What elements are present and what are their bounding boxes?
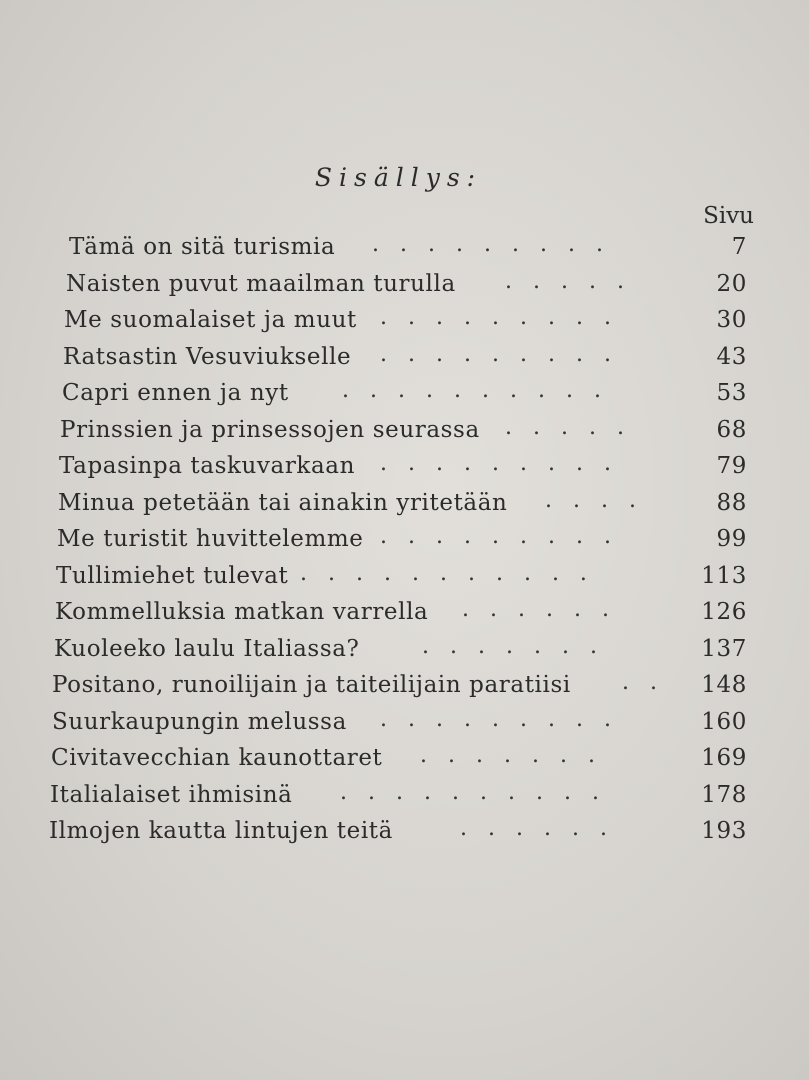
toc-entry (0, 303, 809, 340)
toc-entry (0, 632, 809, 669)
toc-entry-title: Prinssien ja prinsessojen seurassa (60, 416, 480, 443)
toc-entry-page: 7 (731, 234, 747, 260)
toc-entry-page: 160 (701, 708, 747, 735)
contents-heading: Sisällys: (314, 163, 483, 192)
dot-leader: ...... (460, 816, 628, 841)
toc-entry-title: Tullimiehet tulevat (56, 562, 289, 589)
dot-leader: ....... (422, 633, 618, 659)
toc-entry (0, 486, 809, 523)
toc-entry (0, 814, 809, 851)
toc-entry-page: 178 (701, 781, 747, 808)
toc-entry-page: 113 (701, 562, 747, 589)
toc-entry (0, 449, 809, 486)
toc-entry-title: Ratsastin Vesuviukselle (63, 343, 352, 370)
dot-leader: ..... (505, 268, 645, 294)
toc-entry-page: 43 (716, 343, 747, 370)
toc-entry-page: 193 (701, 818, 747, 844)
toc-entry (0, 230, 809, 267)
table-of-contents (0, 230, 809, 851)
dot-leader: ......... (380, 524, 632, 549)
toc-entry-page: 137 (701, 635, 747, 662)
toc-entry-title: Naisten puvut maailman turulla (66, 270, 456, 297)
toc-entry-title: Me suomalaiset ja muut (64, 307, 357, 333)
toc-entry-title: Ilmojen kautta lintujen teitä (49, 818, 393, 844)
toc-entry (0, 267, 809, 304)
dot-leader: ......... (380, 706, 632, 732)
toc-entry (0, 595, 809, 632)
toc-entry-page: 88 (716, 489, 747, 516)
page-column-label: Sivu (703, 203, 754, 229)
toc-entry-page: 30 (716, 307, 747, 333)
dot-leader: .... (545, 487, 657, 513)
toc-entry-title: Tapasinpa taskuvarkaan (59, 453, 356, 479)
toc-entry-title: Tämä on sitä turismia (69, 234, 336, 260)
dot-leader: ....... (420, 743, 616, 768)
toc-entry-title: Suurkaupungin melussa (52, 708, 347, 735)
toc-entry (0, 340, 809, 377)
toc-entry (0, 413, 809, 450)
dot-leader: .......... (342, 378, 622, 403)
toc-entry-title: Minua petetään tai ainakin yritetään (58, 489, 508, 516)
toc-entry-title: Civitavecchian kaunottaret (51, 745, 383, 771)
dot-leader: ........... (300, 560, 608, 586)
toc-entry (0, 741, 809, 778)
toc-entry-title: Capri ennen ja nyt (62, 380, 289, 406)
dot-leader: ......... (380, 341, 632, 367)
toc-entry-page: 148 (701, 672, 747, 698)
toc-entry (0, 376, 809, 413)
toc-entry-title: Kommelluksia matkan varrella (55, 599, 429, 625)
toc-entry-page: 126 (701, 599, 747, 625)
dot-leader: ...... (462, 597, 630, 622)
dot-leader: .. (622, 670, 678, 695)
toc-entry-title: Kuoleeko laulu Italiassa? (54, 635, 360, 662)
toc-entry (0, 705, 809, 742)
toc-entry-page: 99 (716, 526, 747, 552)
dot-leader: ......... (372, 232, 624, 257)
toc-entry-title: Me turistit huvittelemme (57, 526, 364, 552)
toc-entry-title: Positano, runoilijain ja taiteilijain paratiisi (52, 672, 571, 698)
toc-entry-page: 79 (716, 453, 747, 479)
toc-entry-page: 169 (701, 745, 747, 771)
toc-entry (0, 668, 809, 705)
dot-leader: ......... (380, 451, 632, 476)
dot-leader: .......... (340, 779, 620, 805)
toc-entry (0, 522, 809, 559)
toc-entry-page: 53 (716, 380, 747, 406)
toc-entry (0, 778, 809, 815)
toc-entry-page: 68 (716, 416, 747, 443)
toc-entry-page: 20 (716, 270, 747, 297)
toc-entry (0, 559, 809, 596)
dot-leader: ......... (380, 305, 632, 330)
toc-entry-title: Italialaiset ihmisinä (50, 781, 293, 808)
dot-leader: ..... (505, 414, 645, 440)
